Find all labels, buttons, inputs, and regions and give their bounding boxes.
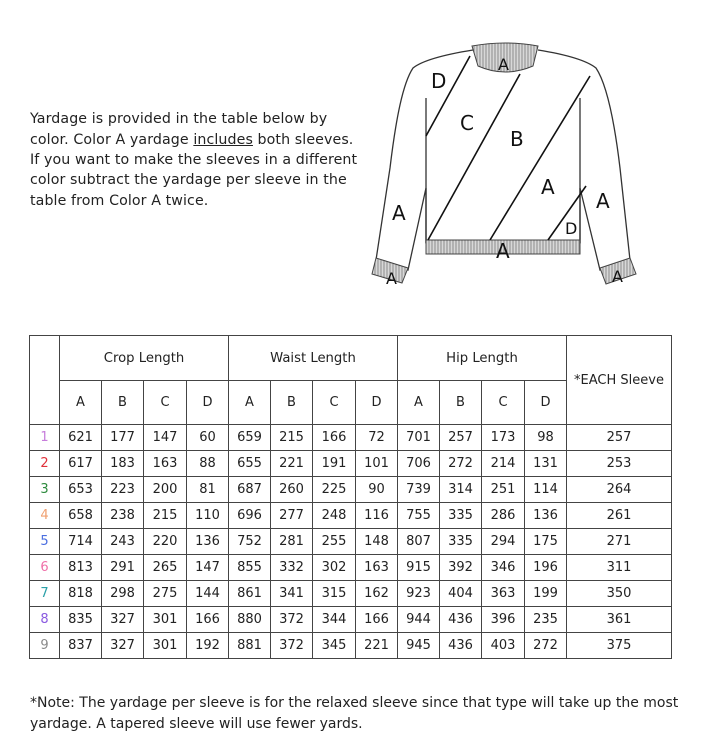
crop-b-cell: 291 bbox=[102, 555, 144, 581]
waist-c-cell: 248 bbox=[313, 503, 356, 529]
crop-a-cell: 621 bbox=[60, 425, 102, 451]
label-a-right-cuff: A bbox=[612, 267, 623, 286]
crop-a-cell: 714 bbox=[60, 529, 102, 555]
table-row bbox=[30, 581, 672, 607]
size-cell: 4 bbox=[30, 503, 60, 529]
sub-header-crop-a: A bbox=[60, 381, 102, 425]
waist-b-cell: 260 bbox=[271, 477, 313, 503]
size-cell: 7 bbox=[30, 581, 60, 607]
waist-b-cell: 372 bbox=[271, 607, 313, 633]
label-a-right-sleeve: A bbox=[596, 189, 610, 213]
hip-c-cell: 294 bbox=[482, 529, 525, 555]
crop-a-cell: 653 bbox=[60, 477, 102, 503]
sleeve-cell: 350 bbox=[567, 581, 672, 607]
waist-a-cell: 655 bbox=[229, 451, 271, 477]
waist-a-cell: 659 bbox=[229, 425, 271, 451]
waist-b-cell: 341 bbox=[271, 581, 313, 607]
size-cell: 1 bbox=[30, 425, 60, 451]
hip-b-cell: 392 bbox=[440, 555, 482, 581]
crop-b-cell: 177 bbox=[102, 425, 144, 451]
crop-b-cell: 243 bbox=[102, 529, 144, 555]
sub-header-hip-d: D bbox=[525, 381, 567, 425]
hip-d-cell: 235 bbox=[525, 607, 567, 633]
crop-a-cell: 818 bbox=[60, 581, 102, 607]
label-d2: D bbox=[565, 219, 578, 238]
table-body bbox=[30, 425, 672, 659]
label-a-left-sleeve: A bbox=[392, 201, 406, 225]
sleeve-cell: 264 bbox=[567, 477, 672, 503]
sub-header-hip-b: B bbox=[440, 381, 482, 425]
sleeve-cell: 375 bbox=[567, 633, 672, 659]
hip-d-cell: 98 bbox=[525, 425, 567, 451]
sleeve-cell: 261 bbox=[567, 503, 672, 529]
size-header-cell bbox=[30, 336, 60, 425]
waist-b-cell: 372 bbox=[271, 633, 313, 659]
hip-c-cell: 346 bbox=[482, 555, 525, 581]
waist-d-cell: 72 bbox=[356, 425, 398, 451]
table-row bbox=[30, 451, 672, 477]
waist-a-cell: 855 bbox=[229, 555, 271, 581]
size-cell: 2 bbox=[30, 451, 60, 477]
hip-b-cell: 404 bbox=[440, 581, 482, 607]
table-row bbox=[30, 425, 672, 451]
sweater-diagram bbox=[368, 38, 658, 290]
crop-a-cell: 837 bbox=[60, 633, 102, 659]
crop-b-cell: 298 bbox=[102, 581, 144, 607]
table-row bbox=[30, 503, 672, 529]
label-d: D bbox=[431, 69, 447, 93]
hip-a-cell: 923 bbox=[398, 581, 440, 607]
table-row bbox=[30, 529, 672, 555]
waist-a-cell: 861 bbox=[229, 581, 271, 607]
hip-c-cell: 286 bbox=[482, 503, 525, 529]
crop-c-cell: 147 bbox=[144, 425, 187, 451]
hip-b-cell: 436 bbox=[440, 607, 482, 633]
waist-d-cell: 166 bbox=[356, 607, 398, 633]
crop-d-cell: 136 bbox=[187, 529, 229, 555]
crop-d-cell: 144 bbox=[187, 581, 229, 607]
hip-d-cell: 175 bbox=[525, 529, 567, 555]
size-cell: 5 bbox=[30, 529, 60, 555]
hip-a-cell: 701 bbox=[398, 425, 440, 451]
crop-b-cell: 223 bbox=[102, 477, 144, 503]
sub-header-crop-b: B bbox=[102, 381, 144, 425]
hip-c-cell: 363 bbox=[482, 581, 525, 607]
waist-c-cell: 225 bbox=[313, 477, 356, 503]
crop-c-cell: 265 bbox=[144, 555, 187, 581]
intro-text-2: both sleeves. If you want to make the sleeves in a different color subtract the yardage per sleeve in the table from Color A twice. bbox=[30, 131, 358, 209]
sub-header-waist-a: A bbox=[229, 381, 271, 425]
waist-d-cell: 116 bbox=[356, 503, 398, 529]
hip-a-cell: 807 bbox=[398, 529, 440, 555]
hip-a-cell: 739 bbox=[398, 477, 440, 503]
crop-c-cell: 301 bbox=[144, 607, 187, 633]
hip-a-cell: 915 bbox=[398, 555, 440, 581]
waist-b-cell: 215 bbox=[271, 425, 313, 451]
waist-b-cell: 281 bbox=[271, 529, 313, 555]
group-header-waist: Waist Length bbox=[229, 336, 398, 381]
crop-d-cell: 110 bbox=[187, 503, 229, 529]
label-a-hem: A bbox=[496, 239, 510, 263]
intro-underlined-word: includes bbox=[193, 131, 253, 148]
crop-c-cell: 163 bbox=[144, 451, 187, 477]
table-row bbox=[30, 607, 672, 633]
sub-header-crop-c: C bbox=[144, 381, 187, 425]
crop-b-cell: 238 bbox=[102, 503, 144, 529]
sleeve-cell: 253 bbox=[567, 451, 672, 477]
yardage-table bbox=[29, 335, 672, 659]
hip-d-cell: 131 bbox=[525, 451, 567, 477]
intro-paragraph bbox=[30, 109, 360, 211]
waist-a-cell: 881 bbox=[229, 633, 271, 659]
crop-d-cell: 81 bbox=[187, 477, 229, 503]
waist-d-cell: 221 bbox=[356, 633, 398, 659]
label-a-left-cuff: A bbox=[386, 269, 397, 288]
crop-d-cell: 147 bbox=[187, 555, 229, 581]
crop-c-cell: 301 bbox=[144, 633, 187, 659]
crop-c-cell: 215 bbox=[144, 503, 187, 529]
size-cell: 8 bbox=[30, 607, 60, 633]
crop-b-cell: 327 bbox=[102, 607, 144, 633]
waist-b-cell: 277 bbox=[271, 503, 313, 529]
hip-b-cell: 314 bbox=[440, 477, 482, 503]
sub-header-hip-a: A bbox=[398, 381, 440, 425]
group-header-crop: Crop Length bbox=[60, 336, 229, 381]
intro-text-1: Yardage is provided in the table below by color. Color A yardage bbox=[30, 111, 328, 148]
hip-c-cell: 214 bbox=[482, 451, 525, 477]
sleeve-header: *EACH Sleeve bbox=[567, 336, 672, 425]
hip-a-cell: 706 bbox=[398, 451, 440, 477]
crop-d-cell: 60 bbox=[187, 425, 229, 451]
hip-d-cell: 199 bbox=[525, 581, 567, 607]
waist-c-cell: 315 bbox=[313, 581, 356, 607]
hip-a-cell: 755 bbox=[398, 503, 440, 529]
waist-c-cell: 344 bbox=[313, 607, 356, 633]
label-a-collar: A bbox=[498, 55, 509, 74]
crop-c-cell: 200 bbox=[144, 477, 187, 503]
size-cell: 6 bbox=[30, 555, 60, 581]
label-b: B bbox=[510, 127, 524, 151]
hip-b-cell: 335 bbox=[440, 503, 482, 529]
waist-d-cell: 148 bbox=[356, 529, 398, 555]
crop-c-cell: 220 bbox=[144, 529, 187, 555]
table-row bbox=[30, 555, 672, 581]
sub-header-crop-d: D bbox=[187, 381, 229, 425]
footnote: *Note: The yardage per sleeve is for the relaxed sleeve since that type will take up the most yardage. A tapered sleeve will use fewer yards. bbox=[30, 695, 679, 732]
hip-c-cell: 173 bbox=[482, 425, 525, 451]
sub-header-waist-c: C bbox=[313, 381, 356, 425]
hip-c-cell: 403 bbox=[482, 633, 525, 659]
waist-d-cell: 163 bbox=[356, 555, 398, 581]
waist-d-cell: 101 bbox=[356, 451, 398, 477]
waist-a-cell: 880 bbox=[229, 607, 271, 633]
crop-b-cell: 183 bbox=[102, 451, 144, 477]
sleeve-cell: 361 bbox=[567, 607, 672, 633]
label-c: C bbox=[460, 111, 474, 135]
crop-d-cell: 192 bbox=[187, 633, 229, 659]
waist-a-cell: 687 bbox=[229, 477, 271, 503]
crop-b-cell: 327 bbox=[102, 633, 144, 659]
size-cell: 3 bbox=[30, 477, 60, 503]
waist-d-cell: 162 bbox=[356, 581, 398, 607]
group-header-hip: Hip Length bbox=[398, 336, 567, 381]
waist-c-cell: 191 bbox=[313, 451, 356, 477]
waist-c-cell: 166 bbox=[313, 425, 356, 451]
table-row bbox=[30, 633, 672, 659]
hip-c-cell: 251 bbox=[482, 477, 525, 503]
hip-d-cell: 114 bbox=[525, 477, 567, 503]
waist-a-cell: 752 bbox=[229, 529, 271, 555]
hip-b-cell: 272 bbox=[440, 451, 482, 477]
label-a: A bbox=[541, 175, 555, 199]
hip-d-cell: 136 bbox=[525, 503, 567, 529]
crop-a-cell: 813 bbox=[60, 555, 102, 581]
table-row bbox=[30, 477, 672, 503]
sleeve-cell: 271 bbox=[567, 529, 672, 555]
waist-c-cell: 255 bbox=[313, 529, 356, 555]
hip-a-cell: 944 bbox=[398, 607, 440, 633]
hip-d-cell: 272 bbox=[525, 633, 567, 659]
waist-b-cell: 221 bbox=[271, 451, 313, 477]
waist-a-cell: 696 bbox=[229, 503, 271, 529]
sub-header-waist-d: D bbox=[356, 381, 398, 425]
size-cell: 9 bbox=[30, 633, 60, 659]
crop-c-cell: 275 bbox=[144, 581, 187, 607]
crop-a-cell: 835 bbox=[60, 607, 102, 633]
waist-d-cell: 90 bbox=[356, 477, 398, 503]
waist-c-cell: 345 bbox=[313, 633, 356, 659]
waist-b-cell: 332 bbox=[271, 555, 313, 581]
hip-c-cell: 396 bbox=[482, 607, 525, 633]
hip-a-cell: 945 bbox=[398, 633, 440, 659]
crop-d-cell: 166 bbox=[187, 607, 229, 633]
sleeve-cell: 257 bbox=[567, 425, 672, 451]
waist-c-cell: 302 bbox=[313, 555, 356, 581]
sub-header-waist-b: B bbox=[271, 381, 313, 425]
sleeve-cell: 311 bbox=[567, 555, 672, 581]
crop-a-cell: 658 bbox=[60, 503, 102, 529]
crop-d-cell: 88 bbox=[187, 451, 229, 477]
hip-b-cell: 257 bbox=[440, 425, 482, 451]
crop-a-cell: 617 bbox=[60, 451, 102, 477]
hip-d-cell: 196 bbox=[525, 555, 567, 581]
hip-b-cell: 436 bbox=[440, 633, 482, 659]
hip-b-cell: 335 bbox=[440, 529, 482, 555]
sub-header-hip-c: C bbox=[482, 381, 525, 425]
